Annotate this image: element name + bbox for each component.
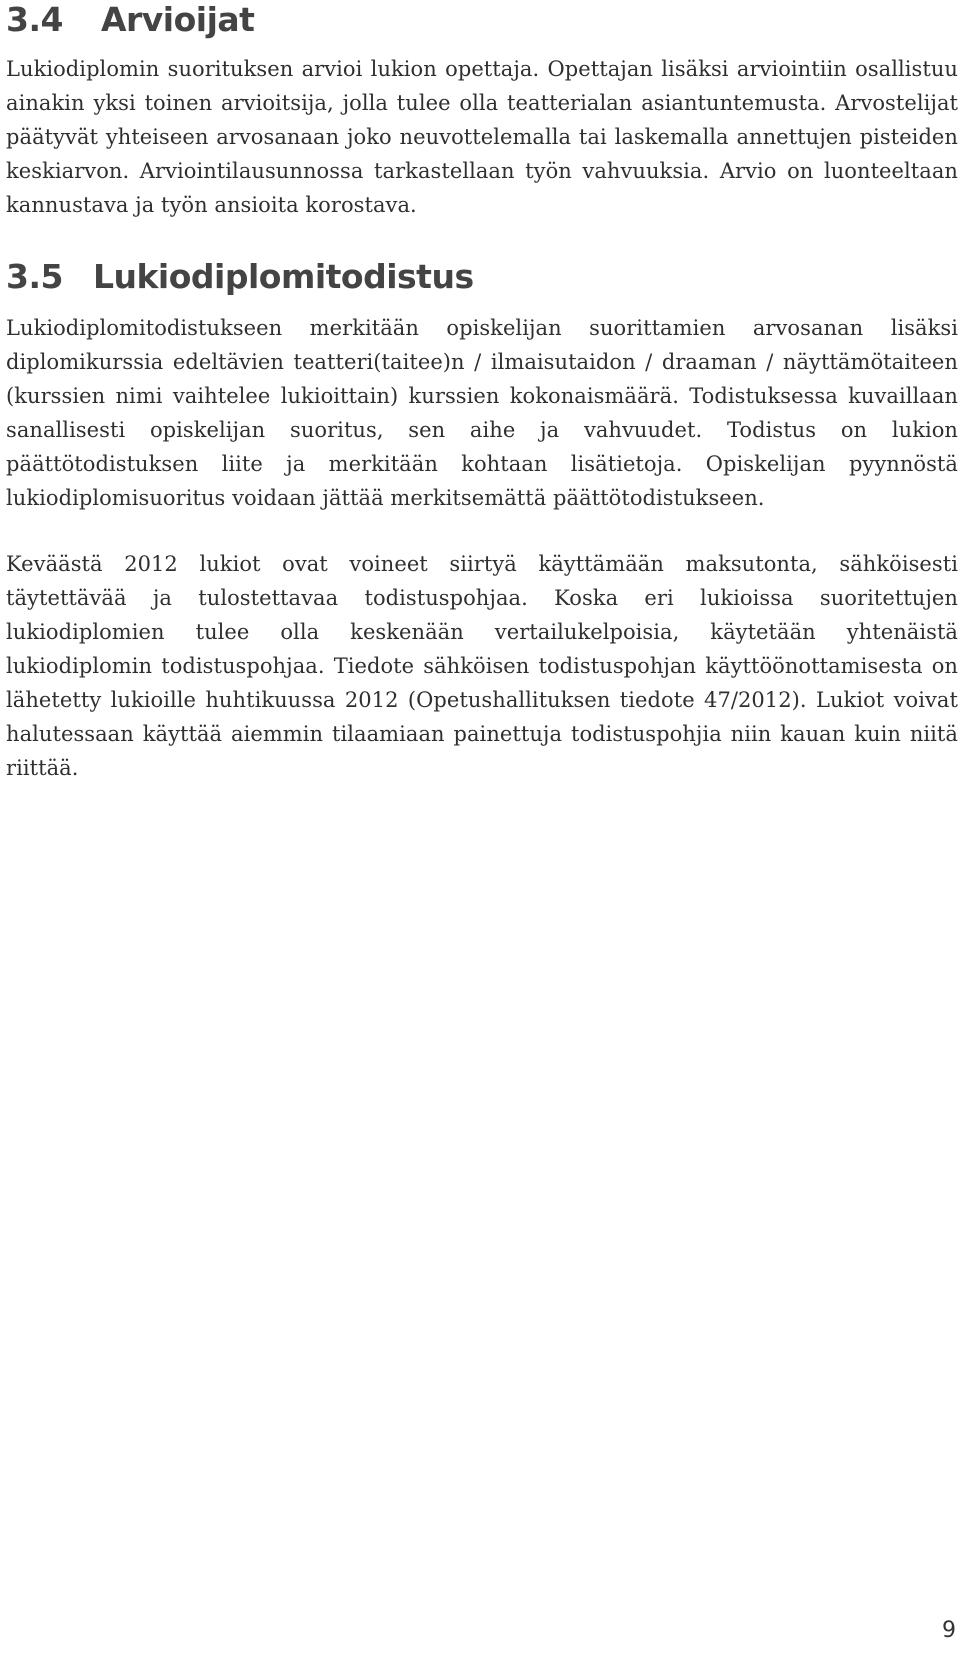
section-heading-arvioijat <box>6 0 958 38</box>
section-heading-lukiodiplomitodistus <box>6 259 958 295</box>
page-number: 9 <box>942 1618 956 1643</box>
section-number: 3.4 <box>6 0 63 39</box>
paragraph-arvioijat: Lukiodiplomin suorituksen arvioi lukion opettaja. Opettajan lisäksi arviointiin osallistuu ainakin yksi toinen arvioitsija, jolla tulee olla teatterialan asiantuntemusta. Arvostelijat päätyvät yhteiseen arvosanaan joko neuvottelemalla tai laskemalla annettujen pisteiden keskiarvon. Arviointilausunnossa tarkastellaan työn vahvuuksia. Arvio on luonteeltaan kannustava ja työn ansioita korostava. <box>6 57 958 217</box>
paragraph-todistus-content: Lukiodiplomitodistukseen merkitään opiskelijan suorittamien arvosanan lisäksi diplomikurssia edeltävien teatteri(taitee)n / ilmaisutaidon / draaman / näyttämötaiteen (kurssien nimi vaihtelee lukioittain) kurssien kokonaismäärä. Todistuksessa kuvaillaan sanallisesti opiskelijan suoritus, sen aihe ja vahvuudet. Todistus on lukion päättötodistuksen liite ja merkitään kohtaan lisätietoja. Opiskelijan pyynnöstä lukiodiplomisuoritus voidaan jättää merkitsemättä päättötodistukseen. <box>6 316 958 510</box>
section-number: 3.5 <box>6 257 63 296</box>
document-page <box>6 0 958 785</box>
section-title: Arvioijat <box>100 0 255 39</box>
section-title: Lukiodiplomitodistus <box>92 257 474 296</box>
paragraph-todistuspohja: Keväästä 2012 lukiot ovat voineet siirtyä käyttämään maksutonta, sähköisesti täytettävää ja tulostettavaa todistuspohjaa. Koska eri lukioissa suoritettujen lukiodiplomien tulee olla keskenään vertailukelpoisia, käytetään yhtenäistä lukiodiplomin todistuspohjaa. Tiedote sähköisen todistuspohjan käyttöönottamisesta on lähetetty lukioille huhtikuussa 2012 (Opetushallituksen tiedote 47/2012). Lukiot voivat halutessaan käyttää aiemmin tilaamiaan painettuja todistuspohjia niin kauan kuin niitä riittää. <box>6 552 958 780</box>
